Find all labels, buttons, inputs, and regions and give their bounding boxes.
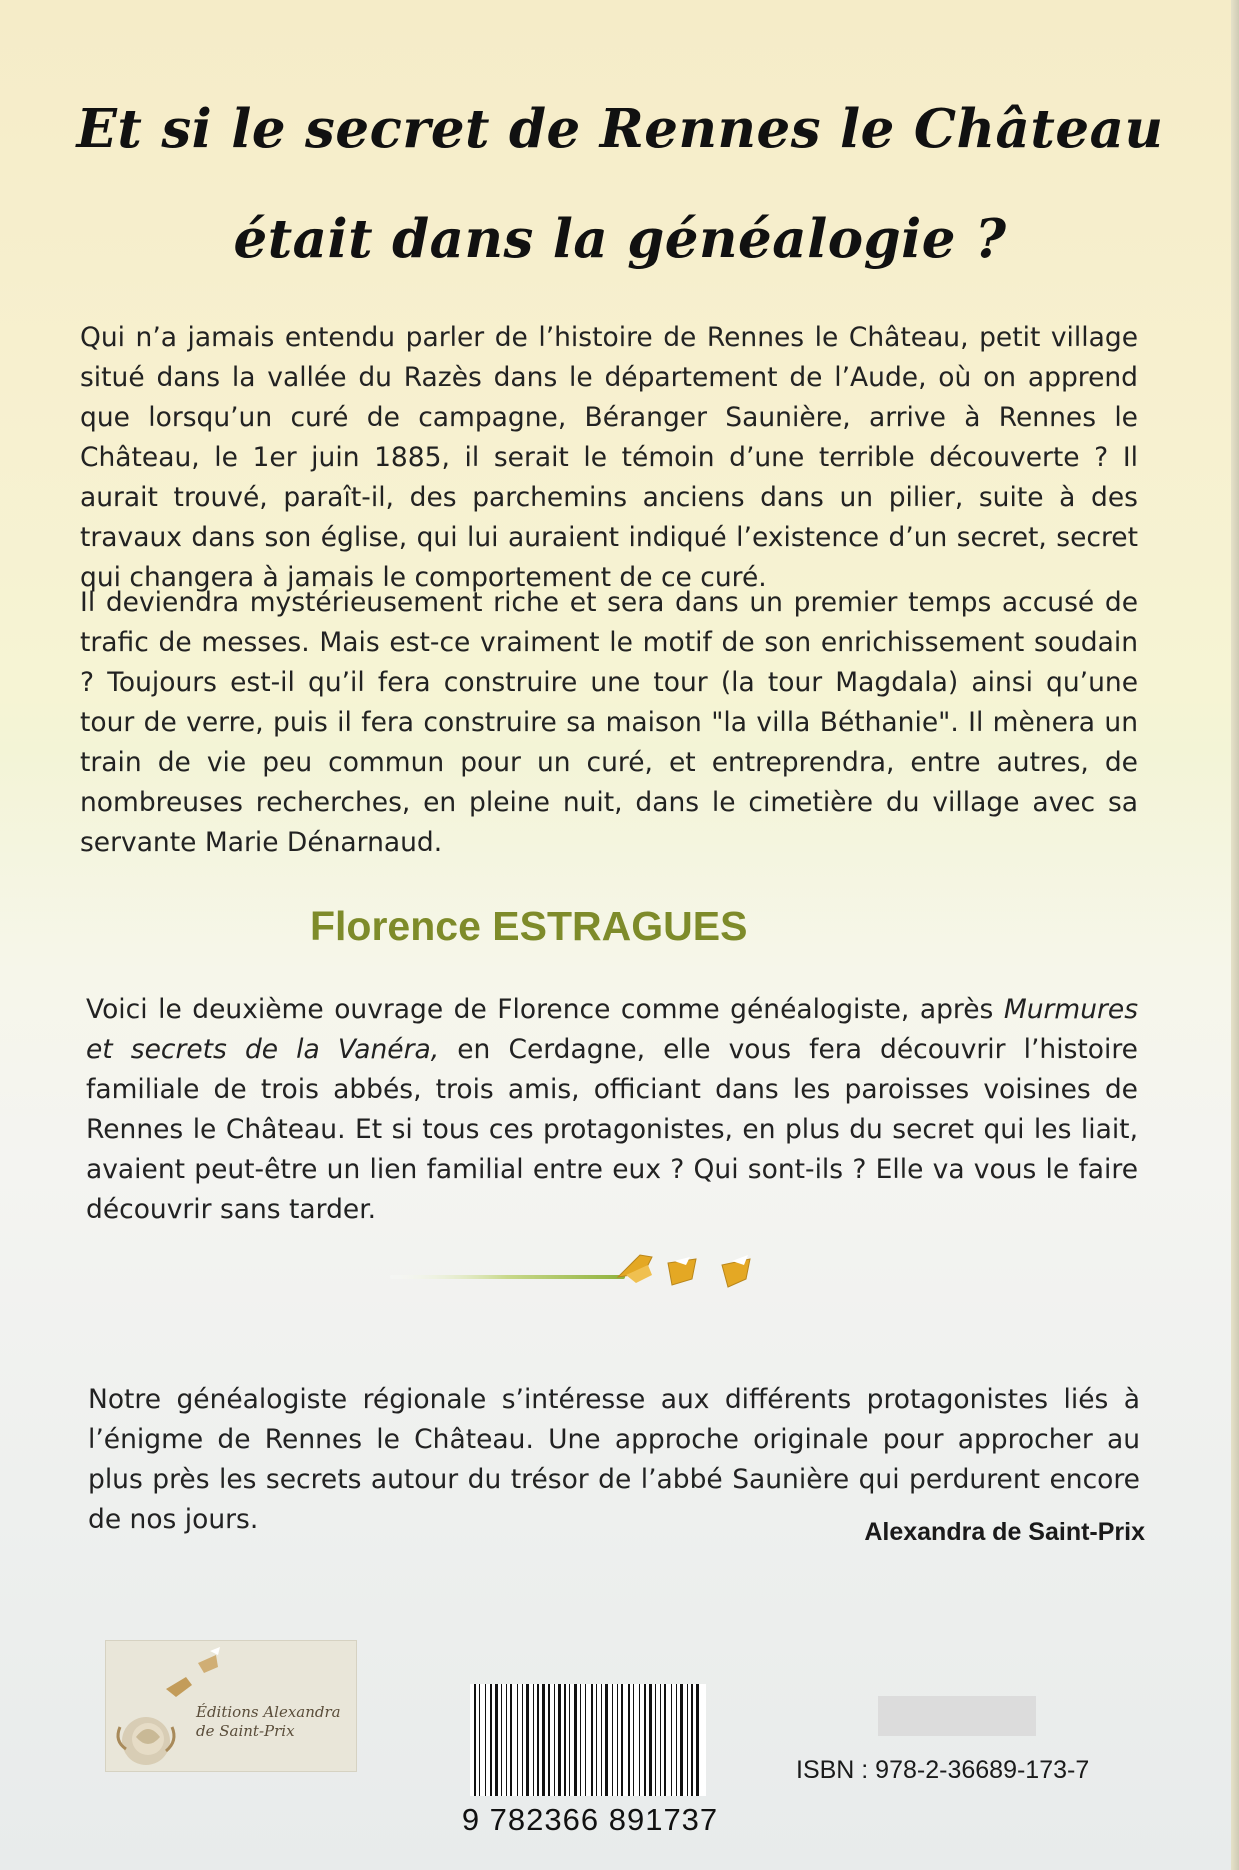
barcode-bar (612, 1684, 613, 1796)
publisher-name-line-1: Éditions Alexandra (196, 1703, 341, 1721)
title-line-1: Et si le secret de Rennes le Château (76, 98, 1164, 160)
barcode-bar (506, 1684, 507, 1796)
barcode-bar (628, 1684, 630, 1796)
barcode-bar (680, 1684, 683, 1796)
price-sticker (878, 1696, 1036, 1736)
barcode-bar (522, 1684, 523, 1796)
barcode-bar (542, 1684, 545, 1796)
barcode-bar (510, 1684, 512, 1796)
paragraph-intro: Qui n’a jamais entendu parler de l’histoire de Rennes le Château, petit village situé dans la vallée du Razès dans le département de l’Aude, où on apprend que lorsqu’un curé de campagne, Béranger Saunière, arrive à Rennes le Château, le 1er juin 1885, il serait le témoin d’une terrible découverte ? Il aurait trouvé, paraît-il, des parchemins anciens dans un pilier, suite à des travaux dans son église, qui lui auraient indiqué l’existence d’un secret, secret qui changera à jamais le comportement de ce curé. (80, 322, 1138, 593)
barcode-bar (585, 1684, 586, 1796)
review-signature: Alexandra de Saint-Prix (864, 1518, 1145, 1546)
barcode-bar (644, 1684, 646, 1796)
barcode-bar (474, 1684, 476, 1796)
barcode-bar (639, 1684, 640, 1796)
publisher-name-line-2: de Saint-Prix (196, 1722, 295, 1740)
book-title: Murmures et secrets de la Vanéra, (86, 994, 1138, 1065)
barcode-bar (569, 1684, 570, 1796)
barcode-bar (537, 1684, 539, 1796)
barcode-bar (605, 1684, 608, 1796)
barcode-bar (554, 1684, 555, 1796)
flower-ornament-icon (390, 1245, 810, 1295)
paragraph-about-book-before: Voici le deuxième ouvrage de Florence comme généalogiste, après (86, 994, 1004, 1025)
author-name: Florence ESTRAGUES (310, 903, 748, 949)
barcode-digits: 9 782366 891737 (461, 1802, 719, 1837)
barcode-icon (470, 1684, 706, 1796)
barcode-bar (580, 1684, 581, 1796)
barcode-bar (526, 1684, 529, 1796)
barcode-bar (479, 1684, 480, 1796)
barcode-bar (617, 1684, 618, 1796)
barcode-bar (621, 1684, 623, 1796)
barcode-bar (649, 1684, 652, 1796)
barcode-bar (517, 1684, 518, 1796)
paragraph-wealth: Il deviendra mystérieusement riche et sera dans un premier temps accusé de trafic de messes. Mais est-ce vraiment le motif de son enrichissement soudain ? Toujours est-il qu’il fera construire une tour (la tour Magdala) ainsi qu’une tour de verre, puis il fera construire sa maison "la villa Béthanie". Il mènera un train de vie peu commun pour un curé, et entreprendra, entre autres, de nombreuses recherches, en pleine nuit, dans le cimetière du village avec sa servante Marie Dénarnaud. (80, 587, 1138, 858)
isbn-number: ISBN : 978-2-36689-173-7 (796, 1756, 1090, 1784)
paragraph-review: Notre généalogiste régionale s’intéresse aux différents protagonistes liés à l’énigme de Rennes le Château. Une approche originale pour approcher au plus près les secrets autour du trésor de l’abbé Saunière qui perdurent encore de nos jours. (88, 1384, 1140, 1535)
barcode-bar (548, 1684, 550, 1796)
barcode-bar (676, 1684, 677, 1796)
publisher-logo (105, 1640, 357, 1772)
barcode-bar (601, 1684, 602, 1796)
barcode-bar (660, 1684, 661, 1796)
barcode-bar (564, 1684, 566, 1796)
barcode-bar (655, 1684, 656, 1796)
barcode-bar (495, 1684, 498, 1796)
title-line-2: était dans la généalogie ? (233, 208, 1007, 270)
barcode-bar (691, 1684, 693, 1796)
barcode-bar (533, 1684, 534, 1796)
publisher-name (196, 1703, 356, 1741)
barcode-bar (671, 1684, 672, 1796)
barcode-bar (687, 1684, 688, 1796)
barcode-bar (574, 1684, 577, 1796)
barcode-bar (485, 1684, 486, 1796)
barcode-bar (558, 1684, 561, 1796)
paragraph-about-book (86, 990, 1138, 1230)
barcode-bar (501, 1684, 502, 1796)
barcode-bar (664, 1684, 666, 1796)
barcode-bar (633, 1684, 634, 1796)
book-spine-edge (1231, 0, 1239, 1870)
barcode-bar (596, 1684, 597, 1796)
barcode-bar (490, 1684, 492, 1796)
barcode-bar (591, 1684, 593, 1796)
paragraph-about-book-after: en Cerdagne, elle vous fera découvrir l’histoire familiale de trois abbés, trois amis, officiant dans les paroisses voisines de Rennes le Château. Et si tous ces protagonistes, en plus du secret qui les liait, avaient peut-être un lien familial entre eux ? Qui sont-ils ? Elle va vous le faire découvrir sans tarder. (86, 1034, 1138, 1225)
barcode-bar (696, 1684, 699, 1796)
